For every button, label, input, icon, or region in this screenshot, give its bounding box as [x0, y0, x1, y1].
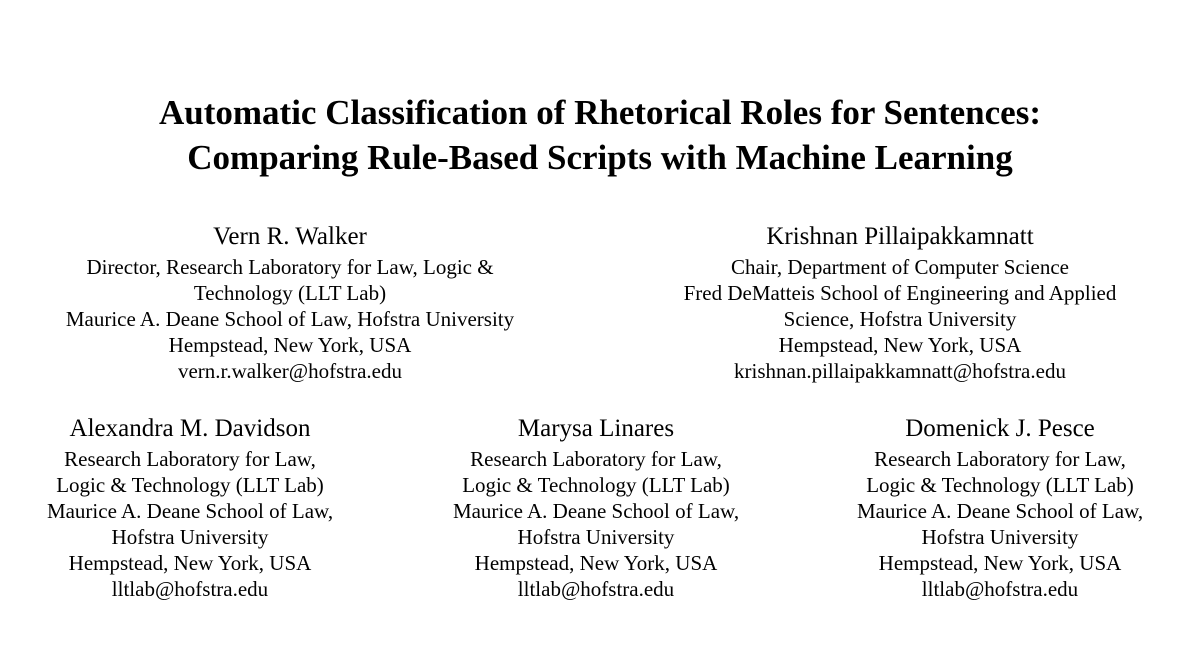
author-location: Hempstead, New York, USA — [168, 333, 412, 357]
author-block-walker — [30, 222, 550, 384]
author-affiliation-line: Research Laboratory for Law, — [470, 447, 722, 471]
author-block-pillaipakkamnatt — [640, 222, 1160, 384]
author-affiliation-line: Logic & Technology (LLT Lab) — [866, 473, 1134, 497]
author-block-linares — [426, 414, 766, 602]
author-name: Marysa Linares — [517, 415, 675, 442]
author-affiliation-line: Maurice A. Deane School of Law, Hofstra University — [65, 307, 515, 331]
author-affiliation-line: Chair, Department of Computer Science — [731, 255, 1069, 279]
author-affiliation-line: Fred DeMatteis School of Engineering and Applied — [683, 281, 1117, 305]
author-affiliation-line: Technology (LLT Lab) — [193, 281, 387, 305]
author-affiliation-line: Logic & Technology (LLT Lab) — [462, 473, 730, 497]
author-email: lltlab@hofstra.edu — [517, 577, 675, 601]
author-affiliation-line: Maurice A. Deane School of Law, — [46, 499, 334, 523]
author-name: Krishnan Pillaipakkamnatt — [766, 223, 1034, 250]
author-affiliation-line: Research Laboratory for Law, — [64, 447, 316, 471]
author-name: Domenick J. Pesce — [905, 415, 1095, 442]
author-block-pesce — [830, 414, 1170, 602]
author-affiliation-line: Hofstra University — [921, 525, 1079, 549]
author-location: Hempstead, New York, USA — [474, 551, 718, 575]
author-affiliation-line: Science, Hofstra University — [783, 307, 1017, 331]
author-affiliation-line: Maurice A. Deane School of Law, — [856, 499, 1144, 523]
paper-title — [0, 90, 1200, 180]
author-email: lltlab@hofstra.edu — [921, 577, 1079, 601]
author-email: krishnan.pillaipakkamnatt@hofstra.edu — [734, 359, 1066, 383]
title-line-2: Comparing Rule-Based Scripts with Machine Learning — [187, 138, 1013, 177]
author-name: Vern R. Walker — [213, 223, 367, 250]
author-email: vern.r.walker@hofstra.edu — [177, 359, 402, 383]
author-affiliation-line: Maurice A. Deane School of Law, — [452, 499, 740, 523]
author-block-davidson — [20, 414, 360, 602]
author-location: Hempstead, New York, USA — [778, 333, 1022, 357]
author-location: Hempstead, New York, USA — [68, 551, 312, 575]
author-email: lltlab@hofstra.edu — [111, 577, 269, 601]
author-location: Hempstead, New York, USA — [878, 551, 1122, 575]
author-affiliation-line: Hofstra University — [111, 525, 269, 549]
author-name: Alexandra M. Davidson — [69, 415, 311, 442]
author-affiliation-line: Director, Research Laboratory for Law, Logic & — [86, 255, 494, 279]
author-affiliation-line: Logic & Technology (LLT Lab) — [56, 473, 324, 497]
title-line-1: Automatic Classification of Rhetorical Roles for Sentences: — [159, 93, 1041, 132]
author-affiliation-line: Research Laboratory for Law, — [874, 447, 1126, 471]
author-affiliation-line: Hofstra University — [517, 525, 675, 549]
